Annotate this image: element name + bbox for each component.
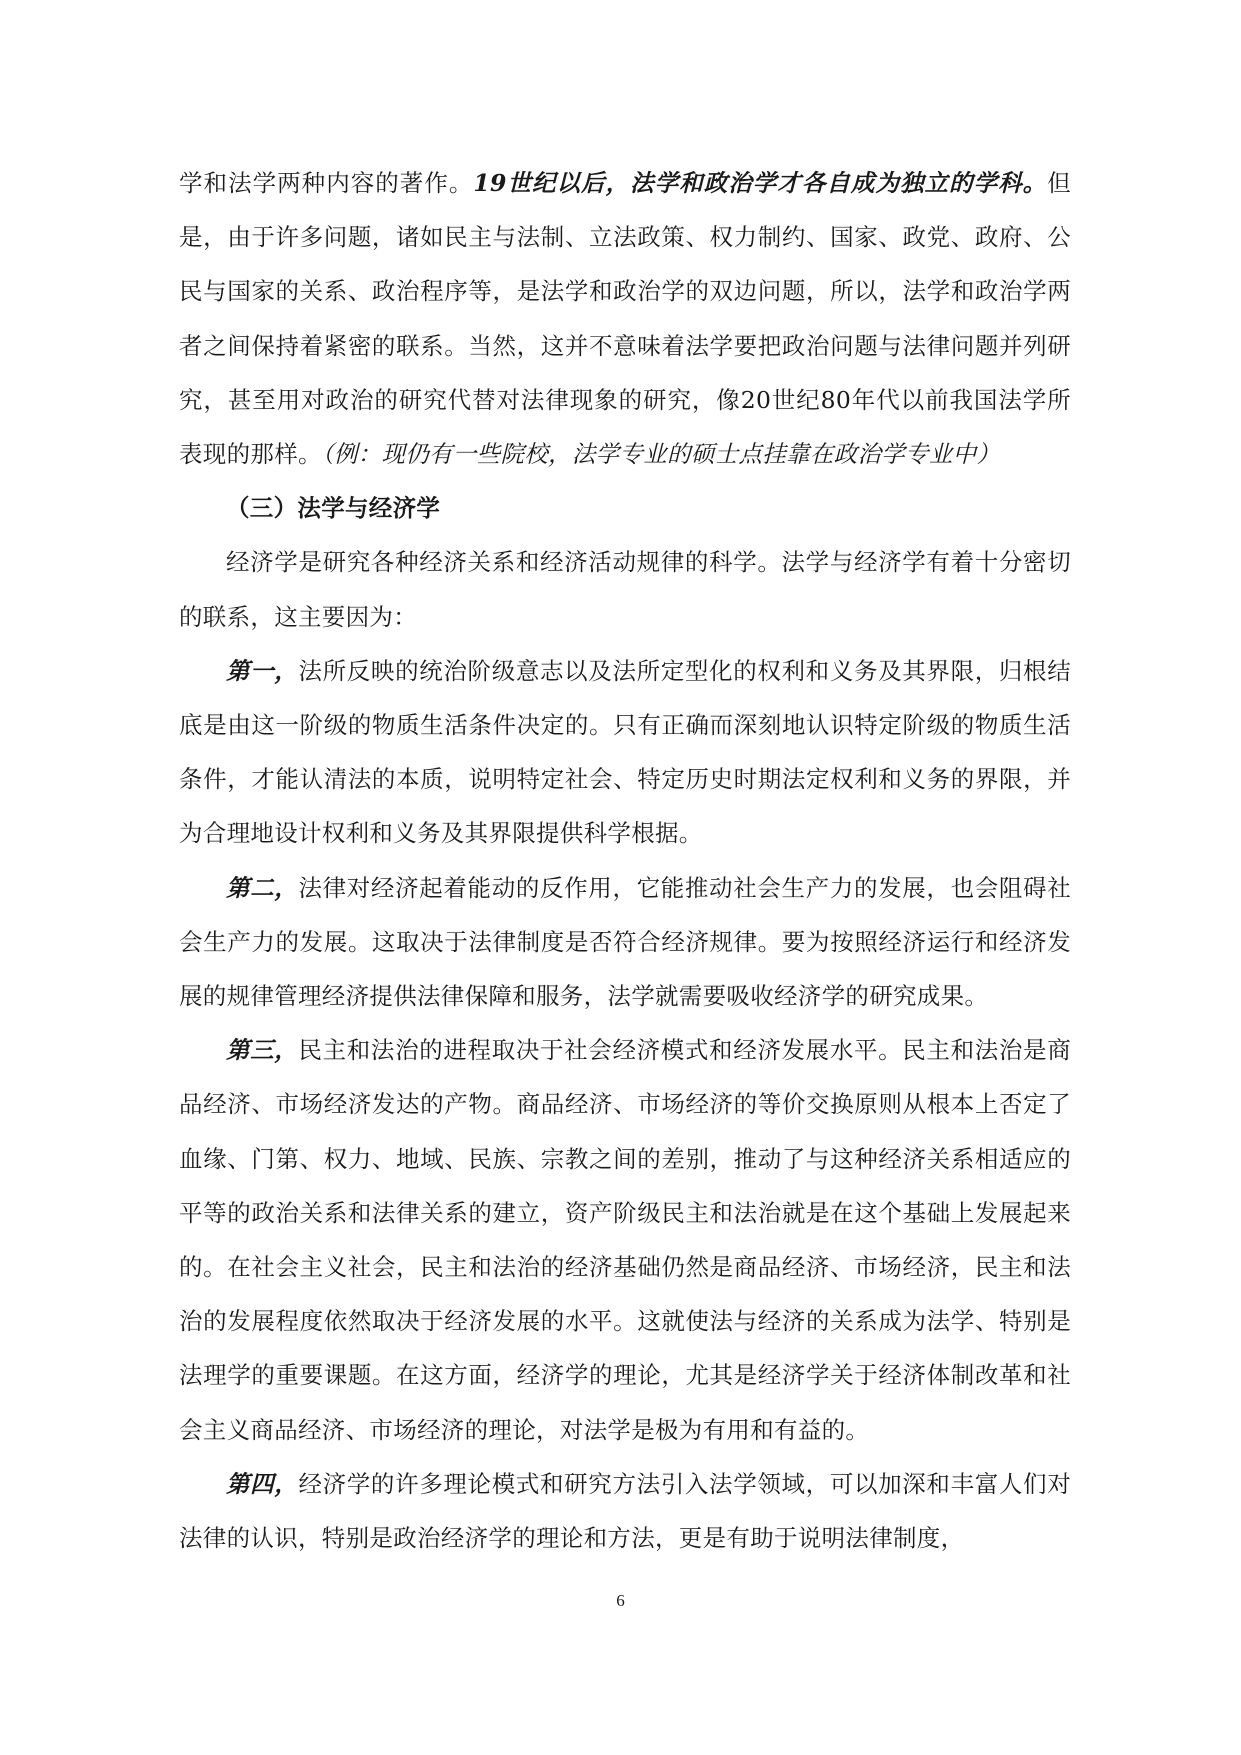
section-heading: （三）法学与经济学 bbox=[226, 494, 441, 523]
point-text: 经济学的许多理论模式和研究方法引入法学领域，可以加深和丰富人们对法律的认识，特别是政治经济学的理论和方法，更是有助于说明法律制度， bbox=[179, 1469, 1071, 1553]
point-paragraph bbox=[179, 644, 1071, 861]
point-paragraph bbox=[179, 861, 1071, 1024]
point-label: 第二， bbox=[226, 873, 299, 902]
point-text: 法律对经济起着能动的反作用，它能推动社会生产力的发展，也会阻碍社会生产力的发展。这取决于法律制度是否符合经济规律。要为按照经济运行和经济发展的规律管理经济提供法律保障和服务，法学就需要吸收经济学的研究成果。 bbox=[179, 873, 1071, 1011]
paragraph-intro: 经济学是研究各种经济关系和经济活动规律的科学。法学与经济学有着十分密切的联系，这主要因为： bbox=[179, 548, 1071, 631]
point-label: 第一， bbox=[226, 656, 299, 685]
page-number: 6 bbox=[616, 1591, 625, 1610]
page-content bbox=[179, 156, 1071, 1565]
point-paragraph bbox=[179, 1457, 1071, 1565]
point-text: 法所反映的统治阶级意志以及法所定型化的权利和义务及其界限，归根结底是由这一阶级的物质生活条件决定的。只有正确而深刻地认识特定阶级的物质生活条件，才能认清法的本质，说明特定社会、特定历史时期法定权利和义务的界限，并为合理地设计权利和义务及其界限提供科学根据。 bbox=[179, 656, 1071, 848]
paragraph-continued bbox=[179, 156, 1071, 481]
point-label: 第四， bbox=[226, 1469, 299, 1498]
point-label: 第三， bbox=[226, 1036, 299, 1065]
paragraph-text: 学和法学两种内容的著作。 bbox=[179, 169, 474, 197]
paragraph-text: 但是，由于许多问题，诸如民主与法制、立法政策、权力制约、国家、政党、政府、公民与国家的关系、政治程序等，是法学和政治学的双边问题，所以，法学和政治学两者之间保持着紧密的联系。当然，这并不意味着法学要把政治问题与法律问题并列研究，甚至用对政治的研究代替对法律现象的研究，像20世纪80年代以前我国法学所表现的那样。 bbox=[179, 169, 1071, 469]
point-text: 民主和法治的进程取决于社会经济模式和经济发展水平。民主和法治是商品经济、市场经济发达的产物。商品经济、市场经济的等价交换原则从根本上否定了血缘、门第、权力、地域、民族、宗教之间的差别，推动了与这种经济关系相适应的平等的政治关系和法律关系的建立，资产阶级民主和法治就是在这个基础上发展起来的。在社会主义社会，民主和法治的经济基础仍然是商品经济、市场经济，民主和法治的发展程度依然取决于经济发展的水平。这就使法与经济的关系成为法学、特别是法理学的重要课题。在这方面，经济学的理论，尤其是经济学关于经济体制改革和社会主义商品经济、市场经济的理论，对法学是极为有用和有益的。 bbox=[179, 1036, 1071, 1444]
emphasized-sentence: 19世纪以后，法学和政治学才各自成为独立的学科。 bbox=[473, 169, 1048, 197]
point-paragraph bbox=[179, 1023, 1071, 1457]
example-note: （例：现仍有一些院校，法学专业的硕士点挂靠在政治学专业中） bbox=[321, 440, 1001, 469]
